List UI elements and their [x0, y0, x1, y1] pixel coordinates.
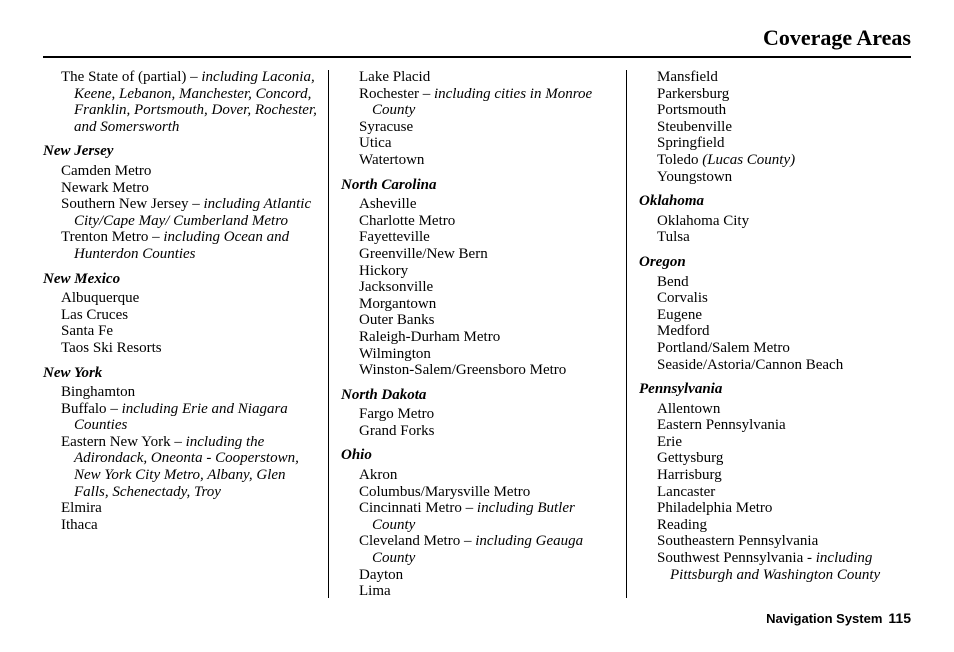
- coverage-area-item: [43, 196, 323, 229]
- coverage-area-item: [43, 401, 323, 434]
- area-name: Toledo: [657, 151, 699, 168]
- coverage-area-item: [341, 229, 621, 246]
- coverage-area-item: [341, 423, 621, 440]
- area-name: Corvalis: [657, 290, 708, 307]
- state-heading: North Dakota: [341, 386, 427, 403]
- header-rule: [43, 56, 911, 58]
- area-name: Bend: [657, 273, 689, 290]
- coverage-area-item: [43, 517, 323, 534]
- area-name: Raleigh-Durham Metro: [359, 328, 501, 345]
- note-separator: –: [461, 500, 477, 517]
- area-name: Greenville/New Bern: [359, 245, 488, 262]
- coverage-area-item: [341, 196, 621, 213]
- coverage-area-item: [639, 357, 919, 374]
- area-name: Fayetteville: [359, 229, 430, 246]
- note-separator: –: [186, 69, 202, 85]
- area-note: including Pittsburgh and Washington County: [670, 550, 881, 583]
- coverage-area-item: [639, 69, 919, 86]
- area-name: Trenton Metro: [61, 229, 149, 246]
- area-name: Gettysburg: [657, 450, 724, 467]
- coverage-area-item: [341, 500, 621, 533]
- page-number: 115: [888, 610, 911, 626]
- area-name: Wilmington: [359, 345, 431, 362]
- area-note: including Erie and Niagara Counties: [74, 400, 288, 434]
- area-note: including cities in Monroe County: [372, 85, 593, 119]
- area-name: Dayton: [359, 566, 404, 583]
- area-name: Camden Metro: [61, 162, 152, 179]
- area-name: Eastern New York: [61, 433, 171, 450]
- coverage-area-item: [341, 467, 621, 484]
- note-separator: –: [188, 196, 204, 213]
- area-name: Mansfield: [657, 69, 718, 85]
- note-separator: –: [106, 400, 122, 417]
- coverage-area-item: [43, 340, 323, 357]
- area-name: Buffalo: [61, 400, 107, 417]
- state-heading: New Jersey: [43, 143, 114, 160]
- note-separator: –: [418, 85, 434, 102]
- area-note: including Butler County: [372, 500, 575, 533]
- coverage-area-item: [639, 152, 919, 169]
- coverage-area-item: [43, 307, 323, 324]
- coverage-area-item: [341, 533, 621, 566]
- area-name: Parkersburg: [657, 85, 730, 102]
- coverage-area-item: [639, 119, 919, 136]
- area-name: Utica: [359, 135, 392, 152]
- area-name: Lake Placid: [359, 69, 431, 85]
- column-1: [43, 69, 323, 533]
- coverage-area-item: [341, 213, 621, 230]
- area-name: Santa Fe: [61, 323, 114, 340]
- area-note: including Atlantic City/Cape May/ Cumberland Metro: [74, 196, 312, 229]
- area-name: Albuquerque: [61, 290, 140, 307]
- column-2: [341, 69, 621, 600]
- coverage-area-item: [639, 229, 919, 246]
- coverage-area-item: [639, 290, 919, 307]
- area-name: Portland/Salem Metro: [657, 339, 790, 356]
- page-title: Coverage Areas: [762, 25, 911, 50]
- area-name: Winston-Salem/Greensboro Metro: [359, 362, 567, 379]
- area-name: Southwest Pennsylvania: [657, 550, 804, 567]
- state-heading: North Carolina: [341, 176, 437, 193]
- coverage-area-item: [43, 163, 323, 180]
- area-name: Binghamton: [61, 384, 136, 401]
- area-name: Newark Metro: [61, 179, 149, 196]
- column-3: [639, 69, 919, 583]
- state-heading: Oklahoma: [639, 193, 705, 210]
- footer: [766, 610, 911, 626]
- state-heading: New York: [43, 364, 103, 381]
- area-name: Outer Banks: [359, 312, 435, 329]
- area-name: Tulsa: [657, 229, 690, 246]
- area-name: Akron: [359, 467, 398, 484]
- area-name: Youngstown: [657, 168, 733, 185]
- area-name: Harrisburg: [657, 467, 722, 484]
- coverage-area-item: [341, 296, 621, 313]
- note-separator: –: [148, 229, 164, 246]
- coverage-area-item: [639, 467, 919, 484]
- area-name: The State of (partial): [61, 69, 187, 85]
- area-name: Asheville: [359, 196, 417, 213]
- coverage-area-item: [341, 406, 621, 423]
- coverage-area-item: [639, 340, 919, 357]
- area-name: Oklahoma City: [657, 212, 750, 229]
- footer-section-label: Navigation System: [766, 611, 883, 626]
- note-separator: –: [170, 433, 186, 450]
- coverage-area-item: [639, 533, 919, 550]
- area-name: Las Cruces: [61, 306, 129, 323]
- coverage-area-item: [639, 323, 919, 340]
- state-heading: Ohio: [341, 447, 372, 464]
- coverage-area-item: [341, 69, 621, 86]
- area-name: Ithaca: [61, 516, 98, 533]
- column-divider-1: [328, 70, 329, 598]
- area-name: Portsmouth: [657, 102, 727, 119]
- coverage-area-item: [639, 417, 919, 434]
- area-note: including Geauga County: [372, 533, 584, 567]
- area-name: Watertown: [359, 151, 425, 168]
- area-name: Hickory: [359, 262, 409, 279]
- area-name: Cincinnati Metro: [359, 500, 462, 517]
- coverage-area-item: [341, 312, 621, 329]
- area-name: Eastern Pennsylvania: [657, 417, 786, 434]
- area-name: Medford: [657, 323, 710, 340]
- coverage-area-item: [639, 484, 919, 501]
- coverage-area-item: [639, 135, 919, 152]
- area-name: Southeastern Pennsylvania: [657, 533, 819, 550]
- coverage-area-item: [43, 69, 323, 135]
- coverage-area-item: [341, 246, 621, 263]
- column-divider-2: [626, 70, 627, 598]
- area-name: Lancaster: [657, 483, 716, 500]
- coverage-area-item: [43, 500, 323, 517]
- area-name: Philadelphia Metro: [657, 500, 773, 517]
- area-name: Taos Ski Resorts: [61, 339, 162, 356]
- area-county: (Lucas County): [702, 151, 796, 168]
- area-name: Grand Forks: [359, 422, 435, 439]
- coverage-area-item: [639, 307, 919, 324]
- coverage-area-item: [341, 346, 621, 363]
- state-heading: New Mexico: [43, 270, 121, 287]
- coverage-area-item: [639, 434, 919, 451]
- state-heading: Oregon: [639, 253, 686, 270]
- coverage-area-item: [341, 135, 621, 152]
- area-note: including Ocean and Hunterdon Counties: [74, 229, 290, 262]
- coverage-area-item: [341, 362, 621, 379]
- area-name: Columbus/Marysville Metro: [359, 483, 531, 500]
- area-name: Cleveland Metro: [359, 533, 461, 550]
- area-name: Elmira: [61, 500, 102, 517]
- area-name: Allentown: [657, 400, 721, 417]
- coverage-area-item: [639, 401, 919, 418]
- coverage-area-item: [639, 550, 919, 583]
- area-name: Morgantown: [359, 295, 437, 312]
- area-name: Charlotte Metro: [359, 212, 456, 229]
- area-name: Southern New Jersey: [61, 196, 189, 213]
- coverage-area-item: [639, 274, 919, 291]
- coverage-area-item: [341, 263, 621, 280]
- coverage-area-item: [639, 213, 919, 230]
- coverage-area-item: [639, 517, 919, 534]
- area-name: Syracuse: [359, 118, 414, 135]
- coverage-area-item: [341, 583, 621, 600]
- coverage-area-item: [341, 279, 621, 296]
- coverage-area-item: [341, 567, 621, 584]
- coverage-area-item: [43, 434, 323, 500]
- coverage-area-item: [43, 323, 323, 340]
- area-name: Jacksonville: [359, 279, 434, 296]
- coverage-area-item: [43, 229, 323, 262]
- coverage-area-item: [639, 169, 919, 186]
- coverage-area-item: [639, 102, 919, 119]
- coverage-area-item: [43, 290, 323, 307]
- area-name: Eugene: [657, 306, 702, 323]
- area-name: Erie: [657, 433, 682, 450]
- coverage-area-item: [341, 484, 621, 501]
- area-name: Fargo Metro: [359, 406, 435, 423]
- area-name: Seaside/Astoria/Cannon Beach: [657, 356, 844, 373]
- coverage-area-item: [639, 86, 919, 103]
- area-name: Rochester: [359, 85, 419, 102]
- coverage-area-item: [639, 500, 919, 517]
- note-separator: -: [803, 550, 816, 567]
- area-note: including the Adirondack, Oneonta - Cooperstown, New York City Metro, Albany, Glen Falls, Schenectady, Troy: [74, 433, 299, 500]
- area-name: Steubenville: [657, 118, 732, 135]
- state-heading: Pennsylvania: [639, 381, 723, 398]
- area-name: Springfield: [657, 135, 725, 152]
- coverage-area-item: [639, 450, 919, 467]
- area-note: including Laconia, Keene, Lebanon, Manchester, Concord, Franklin, Portsmouth, Dover, Rochester, and Somersworth: [74, 69, 317, 135]
- area-name: Lima: [359, 583, 391, 600]
- coverage-area-item: [341, 86, 621, 119]
- coverage-area-item: [341, 152, 621, 169]
- coverage-area-item: [43, 180, 323, 197]
- coverage-area-item: [341, 119, 621, 136]
- coverage-area-item: [43, 384, 323, 401]
- area-name: Reading: [657, 516, 707, 533]
- coverage-area-item: [341, 329, 621, 346]
- note-separator: –: [460, 533, 476, 550]
